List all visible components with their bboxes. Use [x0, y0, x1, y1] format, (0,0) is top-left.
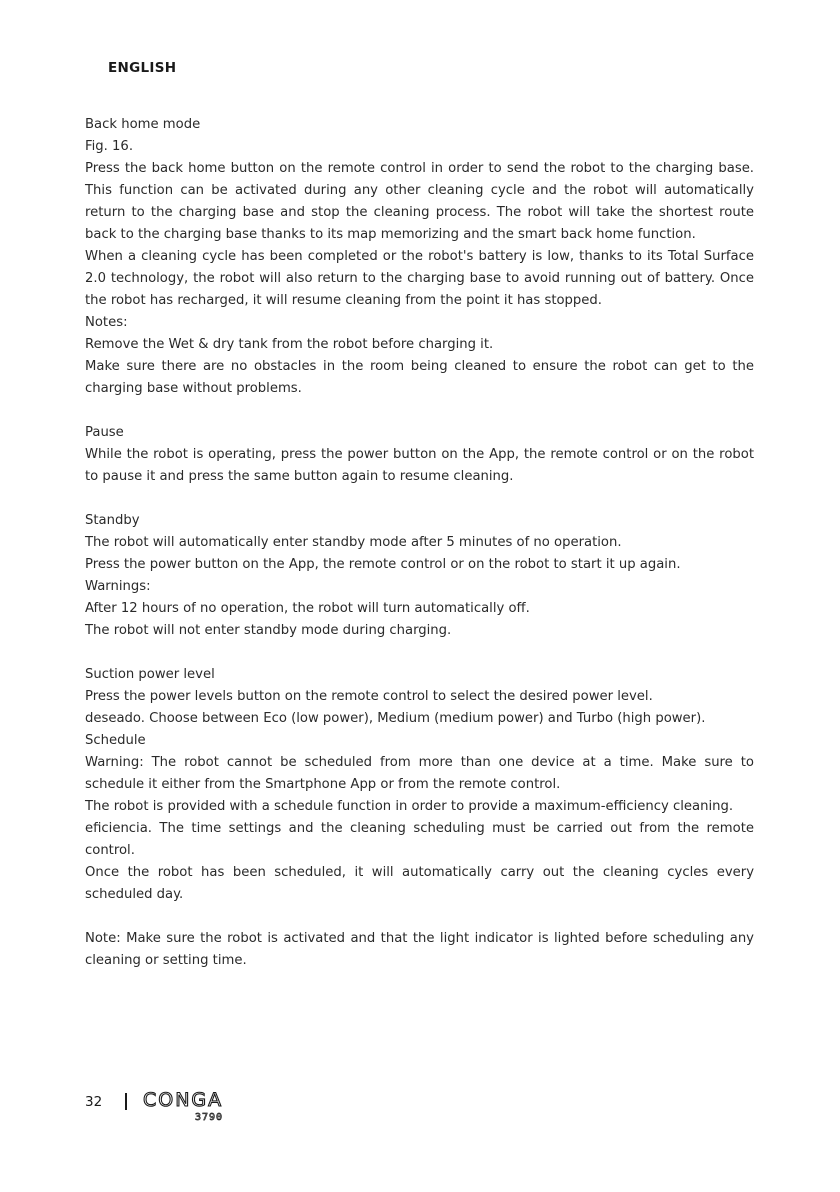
section-title-back-home: Back home mode — [85, 117, 201, 132]
spacer — [85, 906, 754, 928]
paragraph: The robot is provided with a schedule function in order to provide a maximum-efficiency cleaning. — [85, 799, 734, 814]
page-number: 32 — [85, 1094, 103, 1110]
section-title-schedule: Schedule — [85, 733, 146, 748]
paragraph: deseado. Choose between Eco (low power), Medium (medium power) and Turbo (high power). — [85, 711, 706, 726]
figure-reference: Fig. 16. — [85, 139, 134, 154]
header-language: ENGLISH — [108, 60, 177, 76]
warning-item: The robot will not enter standby mode during charging. — [85, 623, 452, 638]
note-item: Remove the Wet & dry tank from the robot before charging it. — [85, 337, 494, 352]
footer-divider — [125, 1093, 127, 1110]
paragraph: Once the robot has been scheduled, it will automatically carry out the cleaning cycles every scheduled day. — [85, 865, 754, 902]
note-item: Make sure there are no obstacles in the room being cleaned to ensure the robot can get to the charging base without problems. — [85, 359, 754, 396]
paragraph: While the robot is operating, press the power button on the App, the remote control or on the robot to pause it and press the same button again to resume cleaning. — [85, 447, 754, 484]
paragraph: Press the back home button on the remote control in order to send the robot to the charging base. This function can be activated during any other cleaning cycle and the robot will automatically return to the charging base and stop the cleaning process. The robot will take the shortest route back to the charging base thanks to its map memorizing and the smart back home function. — [85, 161, 754, 242]
paragraph: The robot will automatically enter standby mode after 5 minutes of no operation. — [85, 535, 622, 550]
model-number: 3790 — [195, 1112, 224, 1123]
section-title-standby: Standby — [85, 513, 140, 528]
warning-item: After 12 hours of no operation, the robot will turn automatically off. — [85, 601, 530, 616]
document-body — [85, 114, 754, 972]
spacer — [85, 400, 754, 422]
notes-label: Notes: — [85, 315, 128, 330]
note-item: Note: Make sure the robot is activated and that the light indicator is lighted before scheduling any cleaning or setting time. — [85, 931, 754, 968]
section-title-suction: Suction power level — [85, 667, 215, 682]
spacer — [85, 488, 754, 510]
warnings-label: Warnings: — [85, 579, 151, 594]
brand-name: CONGA — [143, 1089, 224, 1111]
section-title-pause: Pause — [85, 425, 124, 440]
brand-logo — [143, 1088, 323, 1124]
spacer — [85, 642, 754, 664]
paragraph: Press the power levels button on the remote control to select the desired power level. — [85, 689, 653, 704]
paragraph: Press the power button on the App, the remote control or on the robot to start it up again. — [85, 557, 681, 572]
paragraph: eficiencia. The time settings and the cleaning scheduling must be carried out from the remote control. — [85, 821, 754, 858]
paragraph: When a cleaning cycle has been completed or the robot's battery is low, thanks to its Total Surface 2.0 technology, the robot will also return to the charging base to avoid running out of battery. Once the robot has recharged, it will resume cleaning from the point it has stopped. — [85, 249, 754, 308]
warning-item: Warning: The robot cannot be scheduled from more than one device at a time. Make sure to schedule it either from the Smartphone App or from the remote control. — [85, 755, 754, 792]
page-footer — [85, 1088, 385, 1128]
